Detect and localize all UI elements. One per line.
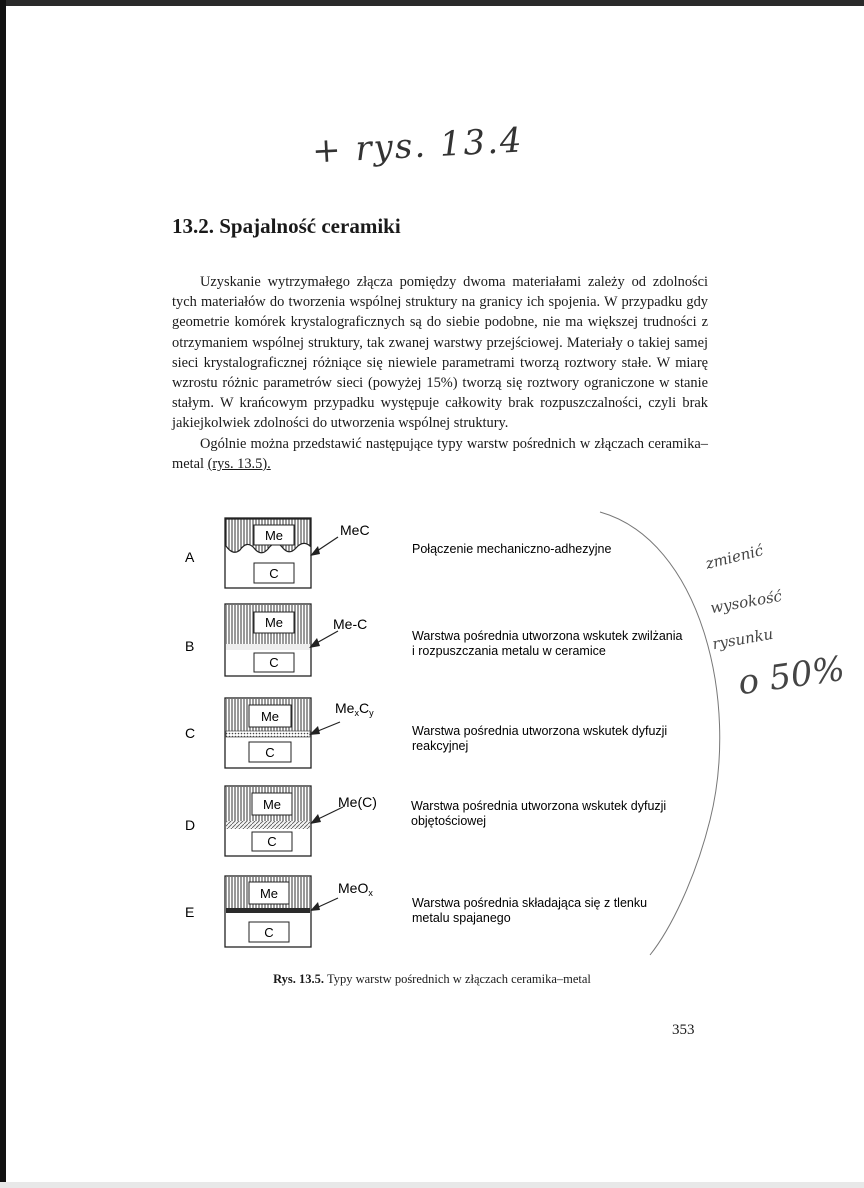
handwritten-note-side-3: rysunku <box>710 624 775 654</box>
row-e-description-line1: Warstwa pośrednia składająca się z tlenku <box>412 896 648 910</box>
row-a-layer-label: MeC <box>340 522 370 538</box>
figure-reference: (rys. 13.5). <box>207 455 271 472</box>
row-c-letter: C <box>185 725 196 741</box>
row-e <box>185 876 647 947</box>
row-b-layer-label: Me-C <box>333 616 368 632</box>
row-a-metal-label: Me <box>264 528 284 543</box>
row-b-ceramic-label: C <box>269 655 279 670</box>
row-c-layer-sub-x: x <box>354 708 359 718</box>
row-d-description-line1: Warstwa pośrednia utworzona wskutek dyfuzji <box>411 799 667 813</box>
row-c-metal-label: Me <box>260 709 280 724</box>
row-c-layer-c: C <box>358 700 370 716</box>
handwritten-note-top: + rys. 13.4 <box>311 120 525 172</box>
row-e-ceramic-label: C <box>264 925 274 940</box>
row-c-description-line1: Warstwa pośrednia utworzona wskutek dyfuzji <box>412 724 668 738</box>
row-c <box>185 698 667 768</box>
paragraph-2-text: Ogólnie można przedstawić następujące typy warstw pośrednich w złączach ceramika–metal <box>172 435 708 472</box>
handwritten-note-side-2: wysokość <box>708 586 784 618</box>
row-d-layer-label: Me(C) <box>338 794 377 810</box>
section-title: 13.2. Spajalność ceramiki <box>172 214 401 238</box>
row-d-letter: D <box>185 817 196 833</box>
row-d-ceramic-label: C <box>267 834 277 849</box>
row-b-interlayer <box>226 644 310 650</box>
row-e-oxide-layer <box>226 908 310 913</box>
row-e-layer-meo: MeO <box>338 880 369 896</box>
row-d-description-line2: objętościowej <box>411 814 487 828</box>
row-d-metal-label: Me <box>262 797 282 812</box>
row-c-ceramic-label: C <box>265 745 275 760</box>
row-e-metal-label: Me <box>259 886 279 901</box>
figure-caption <box>0 972 864 987</box>
row-d <box>185 786 666 856</box>
row-a-letter: A <box>185 549 195 565</box>
figure-caption-label: Rys. 13.5. <box>273 972 325 986</box>
row-b-letter: B <box>185 638 195 654</box>
row-e-description-line2: metalu spajanego <box>412 911 511 925</box>
paragraph-1: Uzyskanie wytrzymałego złącza pomiędzy dwoma materiałami zależy od zdolności tych materiałów do tworzenia wspólnej struktury na granicy ich spojenia. W przypadku gdy geometrie komórek krystalograficznych są do siebie podobne, nie ma większej trudności z otrzymaniem wspólnej struktury, tak zwanej warstwy przejściowej. Materiały o takiej samej sieci krystalograficznej różniące się niewiele parametrami tworzą roztwory stałe. W miarę wzrostu różnic parametrów sieci (powyżej 15%) tworzą się roztwory ograniczone w stanie stałym. W krańcowym przypadku występuje całkowity brak rozpuszczalności, czyli brak jakiejkolwiek zdolności do utworzenia wspólnej struktury. <box>172 274 708 432</box>
row-b <box>185 604 683 676</box>
row-b-description-line2: i rozpuszczania metalu w ceramice <box>412 644 606 658</box>
row-a-description: Połączenie mechaniczno-adhezyjne <box>412 542 612 556</box>
row-a <box>185 518 611 588</box>
row-a-ceramic-label: C <box>269 566 279 581</box>
row-c-layer-me: Me <box>335 700 355 716</box>
handwritten-note-side-1: zmienić <box>703 541 765 573</box>
row-b-description-line1: Warstwa pośrednia utworzona wskutek zwilżania <box>412 629 683 643</box>
row-e-layer-label <box>338 880 373 898</box>
page-number: 353 <box>672 1022 695 1038</box>
row-d-interlayer <box>226 821 310 829</box>
row-c-layer-sub-y: y <box>369 708 374 718</box>
figure-caption-text: Typy warstw pośrednich w złączach ceramika–metal <box>326 972 591 986</box>
handwritten-note-side-4: o 50% <box>735 648 848 704</box>
row-e-layer-sub-x: x <box>368 888 373 898</box>
row-c-interlayer <box>226 731 310 737</box>
row-c-description-line2: reakcyjnej <box>412 739 469 753</box>
row-c-layer-label <box>335 700 374 718</box>
row-b-metal-label: Me <box>264 615 284 630</box>
row-e-letter: E <box>185 904 195 920</box>
